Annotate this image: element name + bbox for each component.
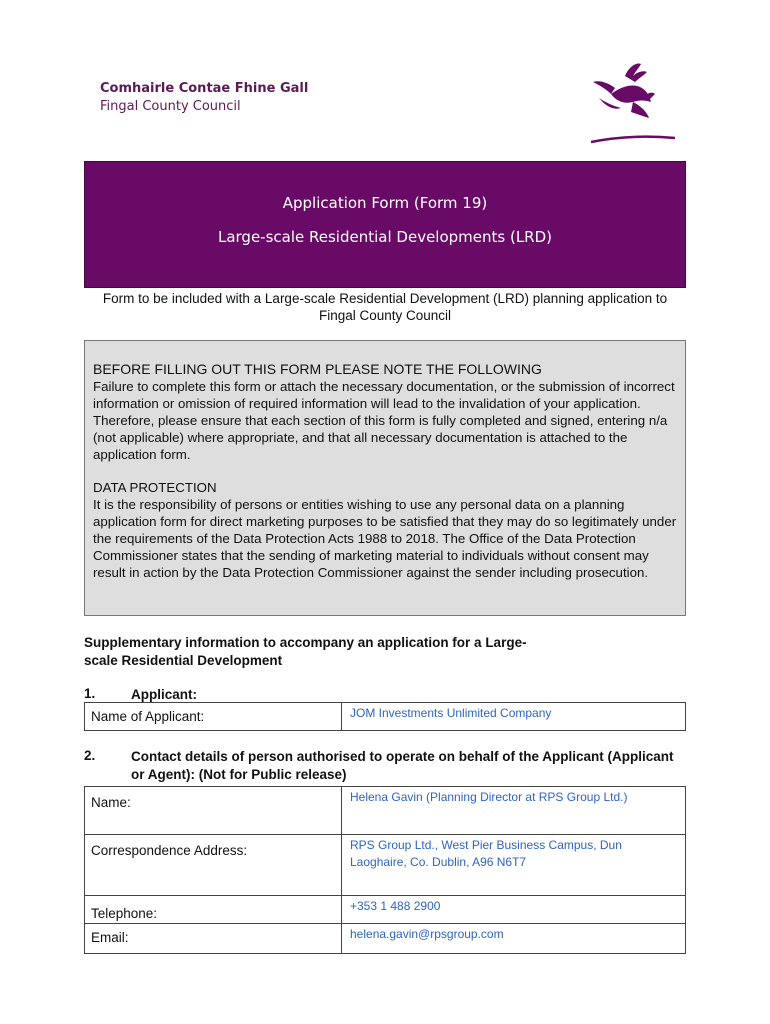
telephone-field[interactable]: +353 1 488 2900 <box>342 896 686 924</box>
supplementary-heading: Supplementary information to accompany an application for a Large-scale Residential Development <box>84 635 527 668</box>
council-name-english: Fingal County Council <box>100 99 241 114</box>
contact-name-field[interactable]: Helena Gavin (Planning Director at RPS Group Ltd.) <box>342 787 686 835</box>
notice-body: Failure to complete this form or attach the necessary documentation, or the submission of incorrect information or omission of required information will lead to the invalidation of your application. Therefore, please ensure that each section of this form is fully completed and signed, entering n/a (not applicable) where appropriate, and that all necessary documentation is attached to the application form. <box>93 379 675 462</box>
telephone-label: Telephone: <box>85 896 342 924</box>
table-row <box>85 924 686 954</box>
council-name-irish: Comhairle Contae Fhine Gall <box>100 81 309 96</box>
data-protection-body: It is the responsibility of persons or entities wishing to use any personal data on a planning application form for direct marketing purposes to be satisfied that they may do so legitimately under the requirements of the Data Protection Acts 1988 to 2018. The Office of the Data Protection Commissioner states that the sending of marketing material to individuals without consent may result in action by the Data Protection Commissioner against the sender including prosecution. <box>93 497 677 580</box>
email-label: Email: <box>85 924 342 954</box>
section-1-number: 1. <box>84 686 96 701</box>
correspondence-address-label: Correspondence Address: <box>85 835 342 896</box>
section-2-number: 2. <box>84 748 96 763</box>
form-title: Application Form (Form 19) <box>282 194 488 212</box>
applicant-name-label: Name of Applicant: <box>85 703 342 731</box>
correspondence-address-field[interactable]: RPS Group Ltd., West Pier Business Campus, Dun Laoghaire, Co. Dublin, A96 N6T7 <box>342 835 686 896</box>
table-row <box>85 703 686 731</box>
form-subtitle: Large-scale Residential Developments (LRD) <box>217 228 553 246</box>
eagle-logo-icon <box>585 58 677 148</box>
contact-table <box>84 786 686 954</box>
email-field[interactable]: helena.gavin@rpsgroup.com <box>342 924 686 954</box>
table-row <box>85 896 686 924</box>
council-header <box>100 80 308 116</box>
section-2-title: Contact details of person authorised to operate on behalf of the Applicant (Applicant or Agent): (Not for Public release) <box>131 749 674 782</box>
table-row <box>85 787 686 835</box>
table-row <box>85 835 686 896</box>
section-1-title: Applicant: <box>131 687 197 702</box>
notice-box <box>84 340 686 616</box>
data-protection-heading: DATA PROTECTION <box>93 480 217 495</box>
form-title-banner <box>84 161 686 288</box>
applicant-table <box>84 702 686 731</box>
notice-heading: BEFORE FILLING OUT THIS FORM PLEASE NOTE THE FOLLOWING <box>93 361 542 377</box>
applicant-name-field[interactable]: JOM Investments Unlimited Company <box>342 703 686 731</box>
contact-name-label: Name: <box>85 787 342 835</box>
intro-text: Form to be included with a Large-scale Residential Development (LRD) planning application to Fingal County Council <box>102 291 668 323</box>
